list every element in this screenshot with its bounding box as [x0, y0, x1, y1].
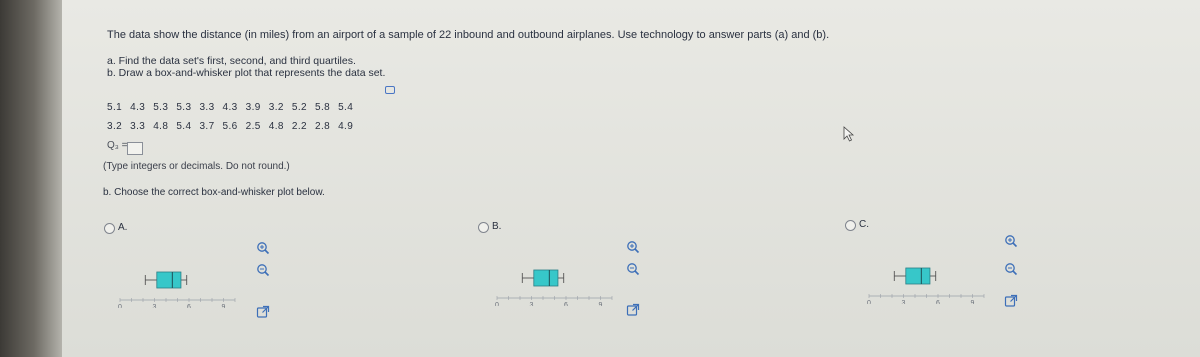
option-b-label: B.: [492, 221, 502, 232]
data-value: 5.4: [338, 102, 354, 113]
option-a-label: A.: [118, 222, 128, 233]
data-value: 4.3: [130, 102, 146, 113]
part-a-text: a. Find the data set's first, second, and third quartiles.: [107, 55, 356, 67]
data-value: 5.8: [314, 102, 331, 113]
data-value: 5.2: [291, 102, 307, 113]
tick-label: 6: [936, 300, 940, 304]
zoom-in-icon[interactable]: [256, 241, 270, 255]
option-c-label: C.: [859, 219, 869, 230]
zoom-out-icon[interactable]: [626, 262, 640, 276]
tick-label: 3: [901, 300, 906, 304]
answer-hint: (Type integers or decimals. Do not round.): [103, 161, 290, 172]
data-value: 3.9: [245, 102, 261, 113]
part-b-text: b. Draw a box-and-whisker plot that represents the data set.: [107, 67, 386, 79]
tick-label: 9: [970, 300, 975, 304]
q3-answer-input[interactable]: [127, 142, 143, 155]
q3-label: Q₃ =: [107, 140, 128, 151]
option-b-boxplot: [492, 266, 622, 306]
option-a-boxplot: [115, 268, 245, 308]
data-value: 2.8: [314, 121, 331, 132]
choose-prompt: b. Choose the correct box-and-whisker plot below.: [103, 187, 325, 198]
option-c-boxplot: [864, 264, 994, 304]
option-b-radio[interactable]: [478, 222, 489, 233]
zoom-out-icon[interactable]: [256, 263, 270, 277]
data-value: 3.2: [107, 121, 123, 132]
data-value: 5.4: [176, 121, 192, 132]
option-c-radio[interactable]: [845, 220, 856, 231]
tick-label: 0: [867, 300, 871, 304]
tick-label: 6: [187, 304, 191, 308]
data-value: 3.7: [199, 121, 215, 132]
data-value: 5.1: [107, 102, 123, 113]
external-link-icon[interactable]: [256, 305, 270, 319]
mouse-cursor-icon: [843, 126, 855, 142]
iqr-box: [906, 268, 930, 284]
external-link-icon[interactable]: [1004, 294, 1018, 308]
data-row-2: [107, 121, 361, 132]
zoom-in-icon[interactable]: [626, 240, 640, 254]
iqr-box: [534, 270, 558, 286]
tick-label: 6: [564, 302, 568, 306]
data-value: 5.3: [176, 102, 192, 113]
zoom-in-icon[interactable]: [1004, 234, 1018, 248]
data-value: 4.9: [338, 121, 354, 132]
data-value: 4.8: [268, 121, 284, 132]
tick-label: 0: [118, 304, 122, 308]
data-value: 3.3: [130, 121, 146, 132]
external-link-icon[interactable]: [626, 303, 640, 317]
left-edge-shadow: [0, 0, 62, 357]
tick-label: 0: [495, 302, 499, 306]
copy-data-icon[interactable]: [385, 86, 395, 94]
tick-label: 3: [529, 302, 534, 306]
data-value: 2.5: [245, 121, 261, 132]
data-value: 2.2: [291, 121, 307, 132]
question-intro: The data show the distance (in miles) from an airport of a sample of 22 inbound and outbound airplanes. Use technology to answer parts (a) and (b).: [107, 29, 830, 41]
tick-label: 9: [221, 304, 226, 308]
data-value: 3.3: [199, 102, 215, 113]
data-value: 4.8: [153, 121, 169, 132]
data-row-1: [107, 102, 361, 113]
option-a-radio[interactable]: [104, 223, 115, 234]
data-value: 5.6: [222, 121, 238, 132]
tick-label: 3: [152, 304, 157, 308]
tick-label: 9: [598, 302, 603, 306]
data-value: 4.3: [222, 102, 238, 113]
data-value: 3.2: [268, 102, 284, 113]
zoom-out-icon[interactable]: [1004, 262, 1018, 276]
data-value: 5.3: [153, 102, 169, 113]
iqr-box: [157, 272, 181, 288]
